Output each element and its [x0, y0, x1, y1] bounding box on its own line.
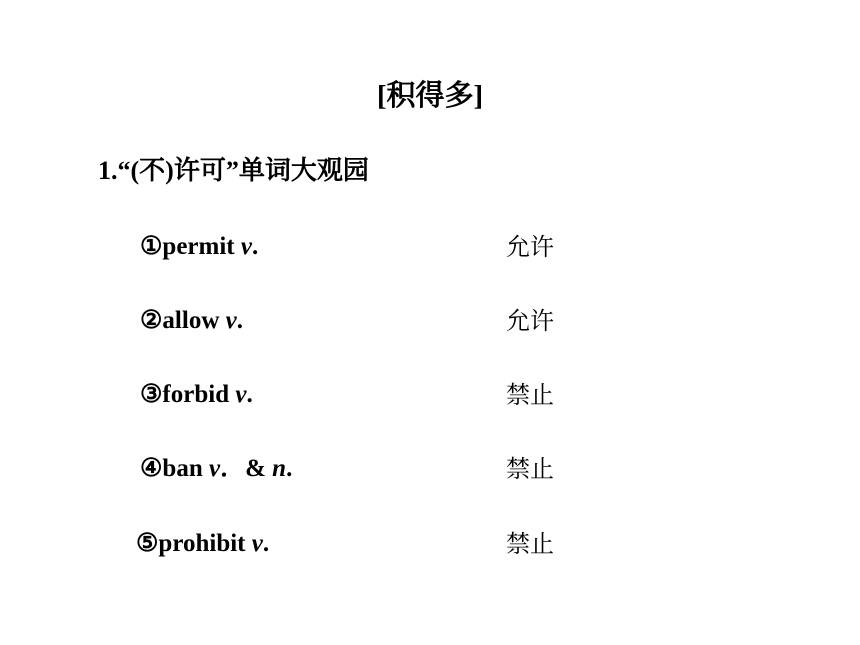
section-heading: 1.“(不)许可”单词大观园: [98, 156, 369, 185]
vocab-meaning: 禁止: [506, 455, 554, 483]
vocab-word: ban: [162, 455, 203, 482]
item-marker: ②: [140, 307, 163, 334]
part-of-speech-2: n: [272, 455, 287, 482]
part-of-speech: v: [251, 530, 263, 557]
vocab-meaning: 禁止: [506, 381, 554, 409]
item-marker: ⑤: [136, 530, 159, 557]
pos-suffix: .: [246, 381, 253, 408]
vocab-row: [0, 452, 860, 486]
vocab-term: [140, 378, 253, 412]
vocab-term: [140, 230, 258, 264]
vocab-word: forbid: [162, 381, 230, 408]
vocab-word: allow: [162, 307, 220, 334]
vocab-row: [0, 527, 860, 561]
pos-suffix: .: [236, 307, 243, 334]
item-marker: ③: [140, 381, 163, 408]
pos-suffix: ．&: [220, 455, 273, 482]
vocab-meaning: 禁止: [506, 530, 554, 558]
vocab-meaning: 允许: [506, 233, 554, 261]
vocab-word: prohibit: [158, 530, 246, 557]
part-of-speech: v: [235, 381, 247, 408]
vocab-word: permit: [162, 233, 235, 260]
pos-suffix-2: .: [286, 455, 293, 482]
vocab-meaning: 允许: [506, 307, 554, 335]
vocab-row: [0, 230, 860, 264]
item-marker: ④: [140, 455, 163, 482]
part-of-speech: v: [225, 307, 237, 334]
vocab-row: [0, 304, 860, 338]
part-of-speech: v: [208, 455, 221, 482]
vocab-term: [136, 527, 269, 561]
pos-suffix: .: [262, 530, 270, 557]
item-marker: ①: [140, 233, 163, 260]
vocab-row: [0, 378, 860, 412]
part-of-speech: v: [240, 233, 252, 260]
pos-suffix: .: [251, 233, 259, 260]
vocab-term: [140, 304, 243, 338]
section-title: [积得多]: [376, 80, 484, 112]
vocab-term: [140, 452, 292, 486]
